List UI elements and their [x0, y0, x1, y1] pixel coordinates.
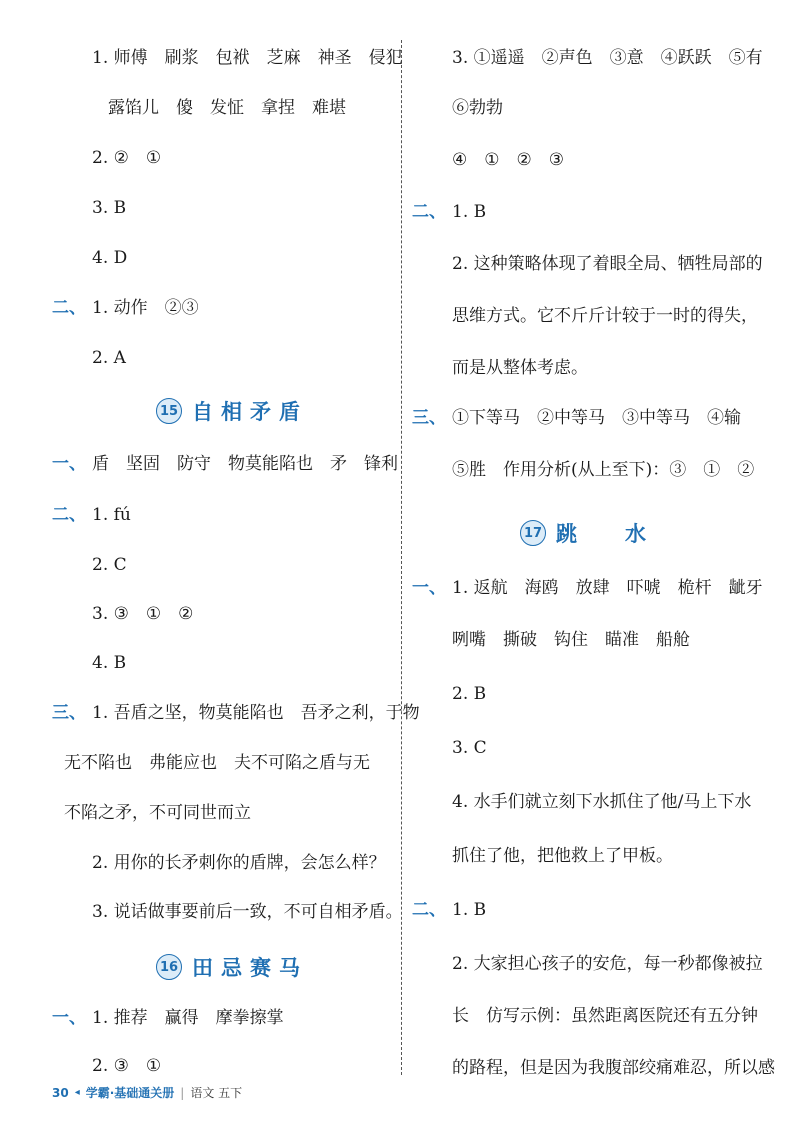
- answer-line: ①下等马 ②中等马 ③中等马 ④输: [452, 408, 741, 428]
- answer-line: 2. ② ①: [92, 148, 162, 168]
- answer-line: 3. ①遥遥 ②声色 ③意 ④跃跃 ⑤有: [452, 48, 763, 68]
- lesson-number-badge: 16: [156, 954, 182, 980]
- answer-line: 1. 师傅 刷浆 包袱 芝麻 神圣 侵犯: [92, 48, 403, 68]
- answer-line: 3. ③ ① ②: [92, 604, 194, 624]
- lesson-title-text: 田忌赛马: [192, 956, 308, 980]
- page-footer: [52, 1084, 242, 1101]
- answer-line: 的路程，但是因为我腹部绞痛难忍，所以感: [452, 1058, 775, 1078]
- chevron-left-icon: ◂: [74, 1087, 80, 1098]
- section-marker: 二、: [412, 900, 446, 920]
- lesson-title-15: [156, 396, 308, 426]
- answer-line: 4. 水手们就立刻下水抓住了他/马上下水: [452, 792, 752, 812]
- lesson-number-badge: 17: [520, 520, 546, 546]
- answer-line: 2. 这种策略体现了着眼全局、牺牲局部的: [452, 254, 763, 274]
- answer-line: 3. B: [92, 198, 127, 218]
- lesson-title-16: [156, 952, 308, 982]
- answer-line: 盾 坚固 防守 物莫能陷也 矛 锋利: [92, 454, 398, 474]
- answer-line: 2. 用你的长矛刺你的盾牌，会怎么样？: [92, 853, 386, 873]
- section-marker: 二、: [412, 202, 446, 222]
- answer-line: 2. ③ ①: [92, 1056, 162, 1076]
- subject-label: 语文 五下: [190, 1086, 243, 1100]
- answer-line: 1. B: [452, 202, 487, 222]
- section-marker: 一、: [52, 454, 86, 474]
- answer-line: 3. 说话做事要前后一致，不可自相矛盾。: [92, 902, 403, 922]
- lesson-title-17: [520, 518, 648, 548]
- answer-line: 无不陷也 弗能应也 夫不可陷之盾与无: [64, 753, 370, 773]
- answer-line: ④ ① ② ③: [452, 150, 564, 170]
- answer-line: 咧嘴 撕破 钩住 瞄准 船舱: [452, 630, 690, 650]
- lesson-title-text: 自相矛盾: [192, 400, 308, 424]
- answer-line: 1. fú: [92, 505, 131, 525]
- answer-line: 2. B: [452, 684, 487, 704]
- answer-line: 1. 推荐 赢得 摩拳擦掌: [92, 1008, 284, 1028]
- section-marker: 三、: [412, 408, 446, 428]
- section-marker: 一、: [412, 578, 446, 598]
- lesson-number-badge: 15: [156, 398, 182, 424]
- answer-line: 4. D: [92, 248, 128, 268]
- answer-line: 不陷之矛，不可同世而立: [64, 803, 251, 823]
- section-marker: 二、: [52, 505, 86, 525]
- section-marker: 三、: [52, 703, 86, 723]
- answer-line: 露馅儿 傻 发怔 拿捏 难堪: [108, 98, 346, 118]
- answer-line: 2. C: [92, 555, 127, 575]
- lesson-title-text: 跳 水: [556, 522, 648, 546]
- answer-line: 2. A: [92, 348, 126, 368]
- answer-line: 1. 吾盾之坚，物莫能陷也 吾矛之利，于物: [92, 703, 420, 723]
- section-marker: 二、: [52, 298, 86, 318]
- answer-line: 1. 动作 ②③: [92, 298, 199, 318]
- answer-line: 长 仿写示例：虽然距离医院还有五分钟: [452, 1006, 758, 1026]
- section-marker: 一、: [52, 1008, 86, 1028]
- answer-line: 思维方式。它不斤斤计较于一时的得失，: [452, 306, 758, 326]
- answer-line: 抓住了他，把他救上了甲板。: [452, 846, 673, 866]
- answer-line: 而是从整体考虑。: [452, 358, 588, 378]
- answer-line: 4. B: [92, 653, 127, 673]
- answer-line: 1. 返航 海鸥 放肆 吓唬 桅杆 龇牙: [452, 578, 763, 598]
- answer-line: 1. B: [452, 900, 487, 920]
- page-number: 30: [52, 1085, 69, 1100]
- footer-separator: |: [180, 1085, 185, 1100]
- answer-line: ⑥勃勃: [452, 98, 503, 118]
- answer-line: 2. 大家担心孩子的安危，每一秒都像被拉: [452, 954, 763, 974]
- answer-line: ⑤胜 作用分析(从上至下)：③ ① ②: [452, 460, 755, 480]
- answer-line: 3. C: [452, 738, 487, 758]
- book-brand: 学霸·基础通关册: [85, 1086, 175, 1100]
